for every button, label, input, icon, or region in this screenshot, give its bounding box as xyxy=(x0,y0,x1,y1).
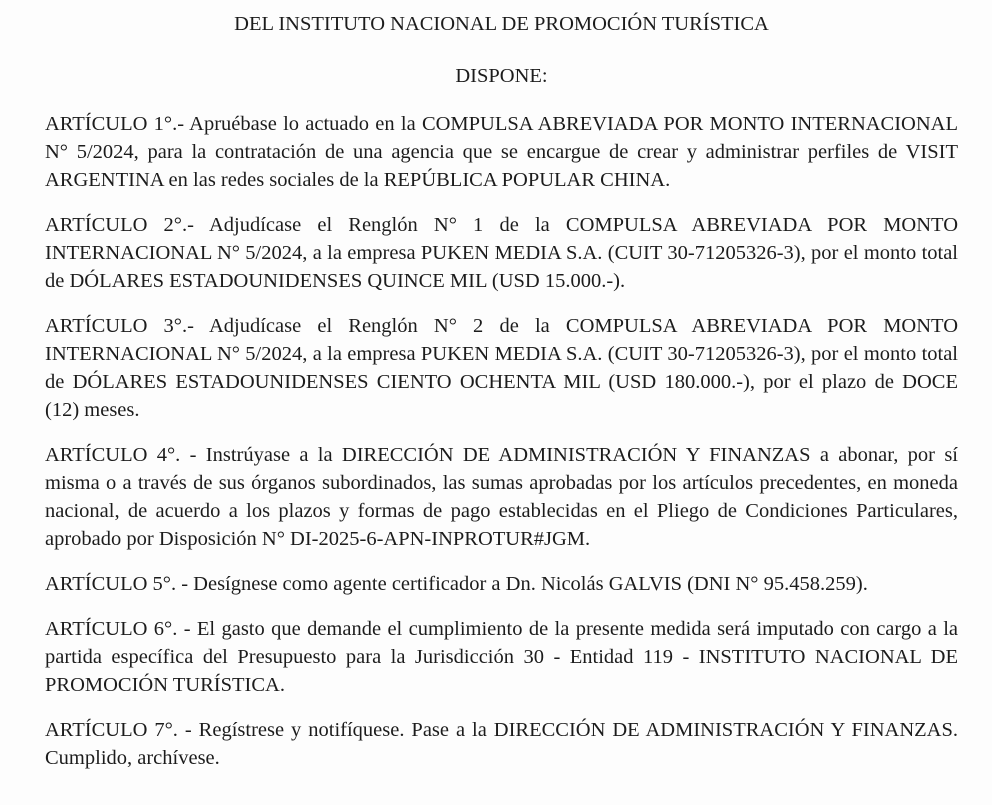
articles-section xyxy=(45,110,958,772)
article-5: ARTÍCULO 5°. - Desígnese como agente certificador a Dn. Nicolás GALVIS (DNI N° 95.458.259). xyxy=(45,573,868,595)
article-3: ARTÍCULO 3°.- Adjudícase el Renglón N° 2 de la COMPULSA ABREVIADA POR MONTO INTERNACIONAL N° 5/2024, a la empresa PUKEN MEDIA S.A. (CUIT 30-71205326-3), por el monto total de DÓLARES ESTADOUNIDENSES CIENTO OCHENTA MIL (USD 180.000.-), por el plazo de DOCE (12) meses. xyxy=(45,315,958,421)
article-2: ARTÍCULO 2°.- Adjudícase el Renglón N° 1 de la COMPULSA ABREVIADA POR MONTO INTERNACIONAL N° 5/2024, a la empresa PUKEN MEDIA S.A. (CUIT 30-71205326-3), por el monto total de DÓLARES ESTADOUNIDENSES QUINCE MIL (USD 15.000.-). xyxy=(45,214,958,292)
document-subtitle: DISPONE: xyxy=(455,65,548,87)
article-7: ARTÍCULO 7°. - Regístrese y notifíquese. Pase a la DIRECCIÓN DE ADMINISTRACIÓN Y FINANZAS. Cumplido, archívese. xyxy=(45,719,958,769)
article-4: ARTÍCULO 4°. - Instrúyase a la DIRECCIÓN DE ADMINISTRACIÓN Y FINANZAS a abonar, por sí misma o a través de sus órganos subordinados, las sumas aprobadas por los artículos precedentes, en moneda nacional, de acuerdo a los plazos y formas de pago establecidas en el Pliego de Condiciones Particulares, aprobado por Disposición N° DI-2025-6-APN-INPROTUR#JGM. xyxy=(45,444,958,550)
article-1: ARTÍCULO 1°.- Apruébase lo actuado en la COMPULSA ABREVIADA POR MONTO INTERNACIONAL N° 5/2024, para la contratación de una agencia que se encargue de crear y administrar perfiles de VISIT ARGENTINA en las redes sociales de la REPÚBLICA POPULAR CHINA. xyxy=(45,113,958,191)
document-title: DEL INSTITUTO NACIONAL DE PROMOCIÓN TURÍSTICA xyxy=(234,13,769,35)
article-6: ARTÍCULO 6°. - El gasto que demande el cumplimiento de la presente medida será imputado con cargo a la partida específica del Presupuesto para la Jurisdicción 30 - Entidad 119 - INSTITUTO NACIONAL DE PROMOCIÓN TURÍSTICA. xyxy=(45,618,958,696)
